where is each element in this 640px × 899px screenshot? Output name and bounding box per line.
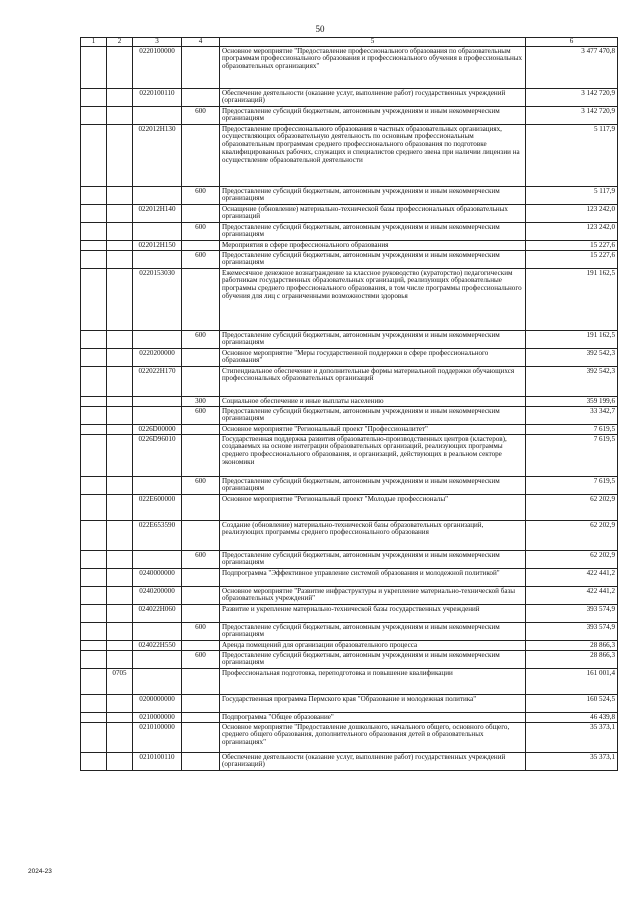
- table-row: [81, 713, 618, 723]
- subsection-cell: [107, 521, 133, 551]
- subsection-cell: [107, 605, 133, 623]
- column-header: 2: [107, 38, 133, 47]
- subsection-cell: [107, 47, 133, 89]
- section-cell: [81, 435, 107, 477]
- amount-cell: 393 574,9: [526, 605, 618, 623]
- description-cell: Аренда помещений для организации образовательного процесса: [220, 641, 526, 651]
- target-article-cell: 024022Н550: [133, 641, 182, 651]
- table-row: [81, 521, 618, 551]
- subsection-cell: [107, 349, 133, 367]
- table-row: [81, 125, 618, 187]
- expense-type-cell: [182, 723, 220, 753]
- amount-cell: 392 542,3: [526, 367, 618, 397]
- description-cell: Предоставление субсидий бюджетным, автономным учреждениям и иным некоммерческим организациям: [220, 331, 526, 349]
- subsection-cell: [107, 495, 133, 521]
- description-cell: Подпрограмма "Эффективное управление системой образования и молодежной политикой": [220, 569, 526, 587]
- subsection-cell: [107, 407, 133, 425]
- amount-cell: 359 199,6: [526, 397, 618, 407]
- description-cell: Основное мероприятие "Предоставление профессионального образования по образовательным программам профессионального образования и профессионального обучения в профессиональных образовательных организациях": [220, 47, 526, 89]
- section-cell: [81, 669, 107, 695]
- table-row: [81, 89, 618, 107]
- expense-type-cell: [182, 435, 220, 477]
- description-cell: Основное мероприятие "Меры государственной поддержки в сфере профессионального образования": [220, 349, 526, 367]
- table-row: [81, 587, 618, 605]
- table-row: [81, 367, 618, 397]
- section-cell: [81, 651, 107, 669]
- section-cell: [81, 495, 107, 521]
- target-article-cell: 0226D96010: [133, 435, 182, 477]
- target-article-cell: [133, 407, 182, 425]
- expense-type-cell: [182, 713, 220, 723]
- amount-cell: 393 574,9: [526, 623, 618, 641]
- section-cell: [81, 425, 107, 435]
- table-row: [81, 107, 618, 125]
- target-article-cell: [133, 623, 182, 641]
- section-cell: [81, 623, 107, 641]
- description-cell: Основное мероприятие "Региональный проект "Профессионалитет": [220, 425, 526, 435]
- subsection-cell: [107, 187, 133, 205]
- expense-type-cell: 600: [182, 251, 220, 269]
- section-cell: [81, 269, 107, 331]
- amount-cell: 123 242,0: [526, 205, 618, 223]
- description-cell: Предоставление субсидий бюджетным, автономным учреждениям и иным некоммерческим организациям: [220, 623, 526, 641]
- description-cell: Государственная поддержка развития образовательно-производственных центров (кластеров), создаваемых на основе интеграции образовательных организаций, реализующих программы среднего профессионального образования, и организаций, действующих в реальном секторе экономики: [220, 435, 526, 477]
- description-cell: Государственная программа Пермского края "Образование и молодежная политика": [220, 695, 526, 713]
- column-header: 5: [220, 38, 526, 47]
- description-cell: Основное мероприятие "Развитие инфраструктуры и укрепление материально-технической базы образовательных учреждений": [220, 587, 526, 605]
- section-cell: [81, 477, 107, 495]
- amount-cell: 422 441,2: [526, 569, 618, 587]
- amount-cell: 191 162,5: [526, 331, 618, 349]
- table-row: [81, 669, 618, 695]
- description-cell: Создание (обновление) материально-технической базы образовательных организаций, реализующих программы среднего профессионального образования: [220, 521, 526, 551]
- table-body: [81, 47, 618, 771]
- amount-cell: 5 117,9: [526, 125, 618, 187]
- expense-type-cell: [182, 241, 220, 251]
- target-article-cell: 0210100000: [133, 723, 182, 753]
- section-cell: [81, 695, 107, 713]
- expense-type-cell: [182, 641, 220, 651]
- target-article-cell: [133, 477, 182, 495]
- table-row: [81, 651, 618, 669]
- amount-cell: 3 477 470,8: [526, 47, 618, 89]
- target-article-cell: 0220100000: [133, 47, 182, 89]
- subsection-cell: [107, 367, 133, 397]
- table-row: [81, 477, 618, 495]
- amount-cell: 3 142 720,9: [526, 89, 618, 107]
- expense-type-cell: 600: [182, 651, 220, 669]
- target-article-cell: 022Е600000: [133, 495, 182, 521]
- table-row: [81, 269, 618, 331]
- target-article-cell: 0210100110: [133, 753, 182, 771]
- target-article-cell: [133, 223, 182, 241]
- amount-cell: 422 441,2: [526, 587, 618, 605]
- expense-type-cell: [182, 205, 220, 223]
- description-cell: Профессиональная подготовка, переподготовка и повышение квалификации: [220, 669, 526, 695]
- amount-cell: 35 373,1: [526, 723, 618, 753]
- target-article-cell: 022012Н140: [133, 205, 182, 223]
- column-header: 1: [81, 38, 107, 47]
- subsection-cell: [107, 651, 133, 669]
- subsection-cell: [107, 641, 133, 651]
- amount-cell: 7 619,5: [526, 435, 618, 477]
- target-article-cell: [133, 187, 182, 205]
- table-row: [81, 223, 618, 241]
- section-cell: [81, 125, 107, 187]
- description-cell: Предоставление субсидий бюджетным, автономным учреждениям и иным некоммерческим организациям: [220, 551, 526, 569]
- description-cell: Предоставление субсидий бюджетным, автономным учреждениям и иным некоммерческим организациям: [220, 651, 526, 669]
- subsection-cell: [107, 425, 133, 435]
- section-cell: [81, 569, 107, 587]
- amount-cell: 7 619,5: [526, 477, 618, 495]
- amount-cell: 28 866,3: [526, 641, 618, 651]
- expense-type-cell: [182, 269, 220, 331]
- subsection-cell: [107, 551, 133, 569]
- description-cell: Обеспечение деятельности (оказание услуг, выполнение работ) государственных учреждений (организаций): [220, 89, 526, 107]
- amount-cell: 123 242,0: [526, 223, 618, 241]
- description-cell: Предоставление субсидий бюджетным, автономным учреждениям и иным некоммерческим организациям: [220, 223, 526, 241]
- section-cell: [81, 107, 107, 125]
- section-cell: [81, 187, 107, 205]
- subsection-cell: [107, 477, 133, 495]
- table-row: [81, 641, 618, 651]
- expense-type-cell: [182, 521, 220, 551]
- description-cell: Социальное обеспечение и иные выплаты населению: [220, 397, 526, 407]
- table-row: [81, 695, 618, 713]
- target-article-cell: [133, 251, 182, 269]
- subsection-cell: [107, 89, 133, 107]
- target-article-cell: 0220200000: [133, 349, 182, 367]
- target-article-cell: 0220100110: [133, 89, 182, 107]
- amount-cell: 3 142 720,9: [526, 107, 618, 125]
- table-header-row: [81, 38, 618, 47]
- target-article-cell: 022022Н170: [133, 367, 182, 397]
- target-article-cell: 0240200000: [133, 587, 182, 605]
- amount-cell: 28 866,3: [526, 651, 618, 669]
- section-cell: [81, 587, 107, 605]
- expense-type-cell: 600: [182, 551, 220, 569]
- expense-type-cell: [182, 425, 220, 435]
- expense-type-cell: 600: [182, 331, 220, 349]
- table-row: [81, 569, 618, 587]
- section-cell: [81, 407, 107, 425]
- section-cell: [81, 251, 107, 269]
- expense-type-cell: 600: [182, 407, 220, 425]
- section-cell: [81, 605, 107, 623]
- amount-cell: 35 373,1: [526, 753, 618, 771]
- description-cell: Предоставление субсидий бюджетным, автономным учреждениям и иным некоммерческим организациям: [220, 107, 526, 125]
- description-cell: Предоставление субсидий бюджетным, автономным учреждениям и иным некоммерческим организациям: [220, 251, 526, 269]
- amount-cell: 5 117,9: [526, 187, 618, 205]
- footer-code: 2024-23: [28, 868, 52, 875]
- subsection-cell: [107, 695, 133, 713]
- amount-cell: 161 001,4: [526, 669, 618, 695]
- expense-type-cell: [182, 695, 220, 713]
- table-row: [81, 723, 618, 753]
- description-cell: Предоставление субсидий бюджетным, автономным учреждениям и иным некоммерческим организациям: [220, 187, 526, 205]
- table-row: [81, 551, 618, 569]
- subsection-cell: [107, 587, 133, 605]
- amount-cell: 392 542,3: [526, 349, 618, 367]
- section-cell: [81, 223, 107, 241]
- target-article-cell: 022012Н150: [133, 241, 182, 251]
- expense-type-cell: 600: [182, 107, 220, 125]
- expense-type-cell: [182, 47, 220, 89]
- description-cell: Подпрограмма "Общее образование": [220, 713, 526, 723]
- section-cell: [81, 331, 107, 349]
- budget-table: [80, 37, 618, 771]
- expense-type-cell: [182, 569, 220, 587]
- subsection-cell: [107, 623, 133, 641]
- section-cell: [81, 713, 107, 723]
- subsection-cell: [107, 205, 133, 223]
- column-header: 3: [133, 38, 182, 47]
- subsection-cell: [107, 397, 133, 407]
- section-cell: [81, 753, 107, 771]
- subsection-cell: [107, 241, 133, 251]
- amount-cell: 7 619,5: [526, 425, 618, 435]
- section-cell: [81, 551, 107, 569]
- section-cell: [81, 89, 107, 107]
- table-row: [81, 251, 618, 269]
- subsection-cell: [107, 223, 133, 241]
- amount-cell: 15 227,6: [526, 241, 618, 251]
- amount-cell: 191 162,5: [526, 269, 618, 331]
- expense-type-cell: [182, 495, 220, 521]
- amount-cell: 62 202,9: [526, 551, 618, 569]
- target-article-cell: 022Е653590: [133, 521, 182, 551]
- expense-type-cell: 600: [182, 623, 220, 641]
- section-cell: [81, 349, 107, 367]
- expense-type-cell: 600: [182, 187, 220, 205]
- amount-cell: 160 524,5: [526, 695, 618, 713]
- subsection-cell: [107, 713, 133, 723]
- table-row: [81, 605, 618, 623]
- amount-cell: 62 202,9: [526, 495, 618, 521]
- subsection-cell: [107, 269, 133, 331]
- description-cell: Стипендиальное обеспечение и дополнительные формы материальной поддержки обучающихся профессиональных образовательных организаций: [220, 367, 526, 397]
- expense-type-cell: [182, 349, 220, 367]
- description-cell: Предоставление субсидий бюджетным, автономным учреждениям и иным некоммерческим организациям: [220, 407, 526, 425]
- section-cell: [81, 241, 107, 251]
- subsection-cell: [107, 435, 133, 477]
- section-cell: [81, 723, 107, 753]
- target-article-cell: [133, 669, 182, 695]
- amount-cell: 46 439,8: [526, 713, 618, 723]
- table-row: [81, 623, 618, 641]
- expense-type-cell: [182, 587, 220, 605]
- target-article-cell: [133, 397, 182, 407]
- description-cell: Обеспечение деятельности (оказание услуг, выполнение работ) государственных учреждений (организаций): [220, 753, 526, 771]
- table-row: [81, 407, 618, 425]
- amount-cell: 62 202,9: [526, 521, 618, 551]
- subsection-cell: [107, 107, 133, 125]
- table-row: [81, 47, 618, 89]
- table-row: [81, 241, 618, 251]
- table-row: [81, 187, 618, 205]
- section-cell: [81, 367, 107, 397]
- expense-type-cell: [182, 669, 220, 695]
- table-row: [81, 349, 618, 367]
- table-row: [81, 331, 618, 349]
- subsection-cell: [107, 331, 133, 349]
- target-article-cell: 0200000000: [133, 695, 182, 713]
- target-article-cell: [133, 331, 182, 349]
- expense-type-cell: [182, 605, 220, 623]
- column-header: 6: [526, 38, 618, 47]
- expense-type-cell: [182, 125, 220, 187]
- subsection-cell: [107, 753, 133, 771]
- target-article-cell: 0220153030: [133, 269, 182, 331]
- expense-type-cell: [182, 89, 220, 107]
- expense-type-cell: 600: [182, 223, 220, 241]
- section-cell: [81, 521, 107, 551]
- subsection-cell: [107, 125, 133, 187]
- expense-type-cell: [182, 753, 220, 771]
- description-cell: Мероприятия в сфере профессионального образования: [220, 241, 526, 251]
- amount-cell: 15 227,6: [526, 251, 618, 269]
- subsection-cell: [107, 569, 133, 587]
- target-article-cell: [133, 107, 182, 125]
- description-cell: Развитие и укрепление материально-технической базы государственных учреждений: [220, 605, 526, 623]
- target-article-cell: [133, 551, 182, 569]
- section-cell: [81, 47, 107, 89]
- table-row: [81, 495, 618, 521]
- table-row: [81, 753, 618, 771]
- section-cell: [81, 397, 107, 407]
- table-row: [81, 397, 618, 407]
- description-cell: Основное мероприятие "Предоставление дошкольного, начального общего, основного общего, среднего общего образования, дополнительного образования детей в образовательных организациях": [220, 723, 526, 753]
- table-row: [81, 205, 618, 223]
- section-cell: [81, 205, 107, 223]
- description-cell: Основное мероприятие "Региональный проект "Молодые профессионалы": [220, 495, 526, 521]
- page-number: 50: [315, 24, 325, 34]
- section-cell: [81, 641, 107, 651]
- description-cell: Предоставление субсидий бюджетным, автономным учреждениям и иным некоммерческим организациям: [220, 477, 526, 495]
- description-cell: Предоставление профессионального образования в частных образовательных организациях, осуществляющих образовательную деятельность по основным профессиональным образовательным программам среднего профессионального образования по подготовке квалифицированных рабочих, служащих и специалистов среднего звена при наличии лицензии на осуществление образовательной деятельности: [220, 125, 526, 187]
- column-header: 4: [182, 38, 220, 47]
- target-article-cell: 0240000000: [133, 569, 182, 587]
- description-cell: Ежемесячное денежное вознаграждение за классное руководство (кураторство) педагогическим работникам государственных образовательных организаций, реализующих образовательные программы среднего профессионального образования, в том числе программы профессионального обучения для лиц с ограниченными возможностями здоровья: [220, 269, 526, 331]
- table-row: [81, 425, 618, 435]
- amount-cell: 33 342,7: [526, 407, 618, 425]
- target-article-cell: 0226D00000: [133, 425, 182, 435]
- subsection-cell: [107, 723, 133, 753]
- target-article-cell: 0210000000: [133, 713, 182, 723]
- expense-type-cell: [182, 367, 220, 397]
- expense-type-cell: 600: [182, 477, 220, 495]
- target-article-cell: [133, 651, 182, 669]
- expense-type-cell: 300: [182, 397, 220, 407]
- description-cell: Оснащение (обновление) материально-технической базы профессиональных образовательных организаций: [220, 205, 526, 223]
- target-article-cell: 022012Н130: [133, 125, 182, 187]
- subsection-cell: [107, 251, 133, 269]
- subsection-cell: 0705: [107, 669, 133, 695]
- table-row: [81, 435, 618, 477]
- target-article-cell: 024022Н060: [133, 605, 182, 623]
